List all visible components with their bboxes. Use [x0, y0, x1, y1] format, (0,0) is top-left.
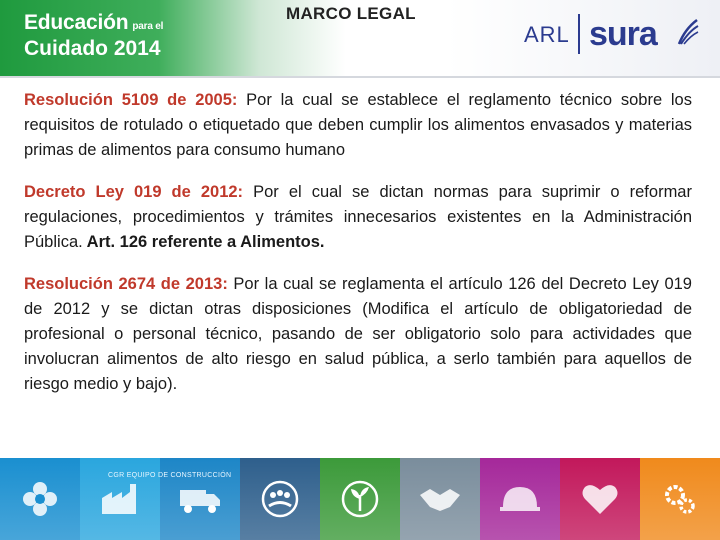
campaign-logo [24, 12, 163, 60]
footer-caption: CGR EQUIPO DE CONSTRUCCIÓN [108, 472, 232, 479]
factory-icon [100, 482, 140, 516]
footer-tile [240, 458, 320, 540]
sura-logo [589, 14, 657, 54]
legal-framework-content [24, 88, 692, 414]
header-banner [0, 0, 720, 78]
footer-tile [0, 458, 80, 540]
brand-line2: Cuidado 2014 [24, 37, 161, 60]
footer-tile [320, 458, 400, 540]
helmet-icon [499, 483, 541, 515]
gears-icon [660, 479, 700, 519]
reference-label: Resolución 5109 de 2005: [24, 91, 238, 109]
footer-tile [480, 458, 560, 540]
paragraph-text: Por el cual se dictan normas para suprimir o reformar regulaciones, procedimientos y trámites innecesarios existentes en la Administración Pública. [24, 183, 692, 251]
truck-icon [178, 484, 222, 514]
slide-title: MARCO LEGAL [286, 4, 416, 23]
arl-label: ARL [524, 22, 570, 47]
paragraph-resolucion-2674 [24, 272, 692, 397]
reference-label: Resolución 2674 de 2013: [24, 275, 228, 293]
reference-label: Decreto Ley 019 de 2012: [24, 183, 244, 201]
heart-icon [580, 481, 620, 517]
paragraph-text: Por la cual se reglamenta el artículo 126 del Decreto Ley 019 de 2012 y se dictan otras disposiciones (Modifica el artículo de obligatoriedad de profesional o personal técnico, pasando de ser obligatorio solo para actividades que involucran alimentos de alto riesgo en salud pública, a serlo también para aquellos de riesgo medio y bajo). [24, 275, 692, 393]
footer-tile [400, 458, 480, 540]
footer-tile [560, 458, 640, 540]
footer-tile [160, 458, 240, 540]
handshake-icon [418, 483, 462, 515]
brand-small: para el [132, 21, 164, 32]
footer-tile [640, 458, 720, 540]
paragraph-decreto-019 [24, 180, 692, 255]
footer-tile [80, 458, 160, 540]
logo-divider [578, 14, 580, 54]
sura-swoosh-icon [677, 16, 699, 46]
sura-wordmark: sura [589, 15, 657, 53]
footer-icon-band [0, 458, 720, 540]
brand-line1: Educación [24, 11, 129, 34]
article-highlight: Art. 126 referente a Alimentos. [82, 233, 325, 251]
plant-icon [340, 479, 380, 519]
flower-icon [20, 479, 60, 519]
paragraph-text: Por la cual se establece el reglamento técnico sobre los requisitos de rotulado o etiquetado que deben cumplir los alimentos envasados y materias primas de alimentos para consumo humano [24, 91, 692, 159]
paragraph-resolucion-5109 [24, 88, 692, 163]
people-circle-icon [260, 479, 300, 519]
